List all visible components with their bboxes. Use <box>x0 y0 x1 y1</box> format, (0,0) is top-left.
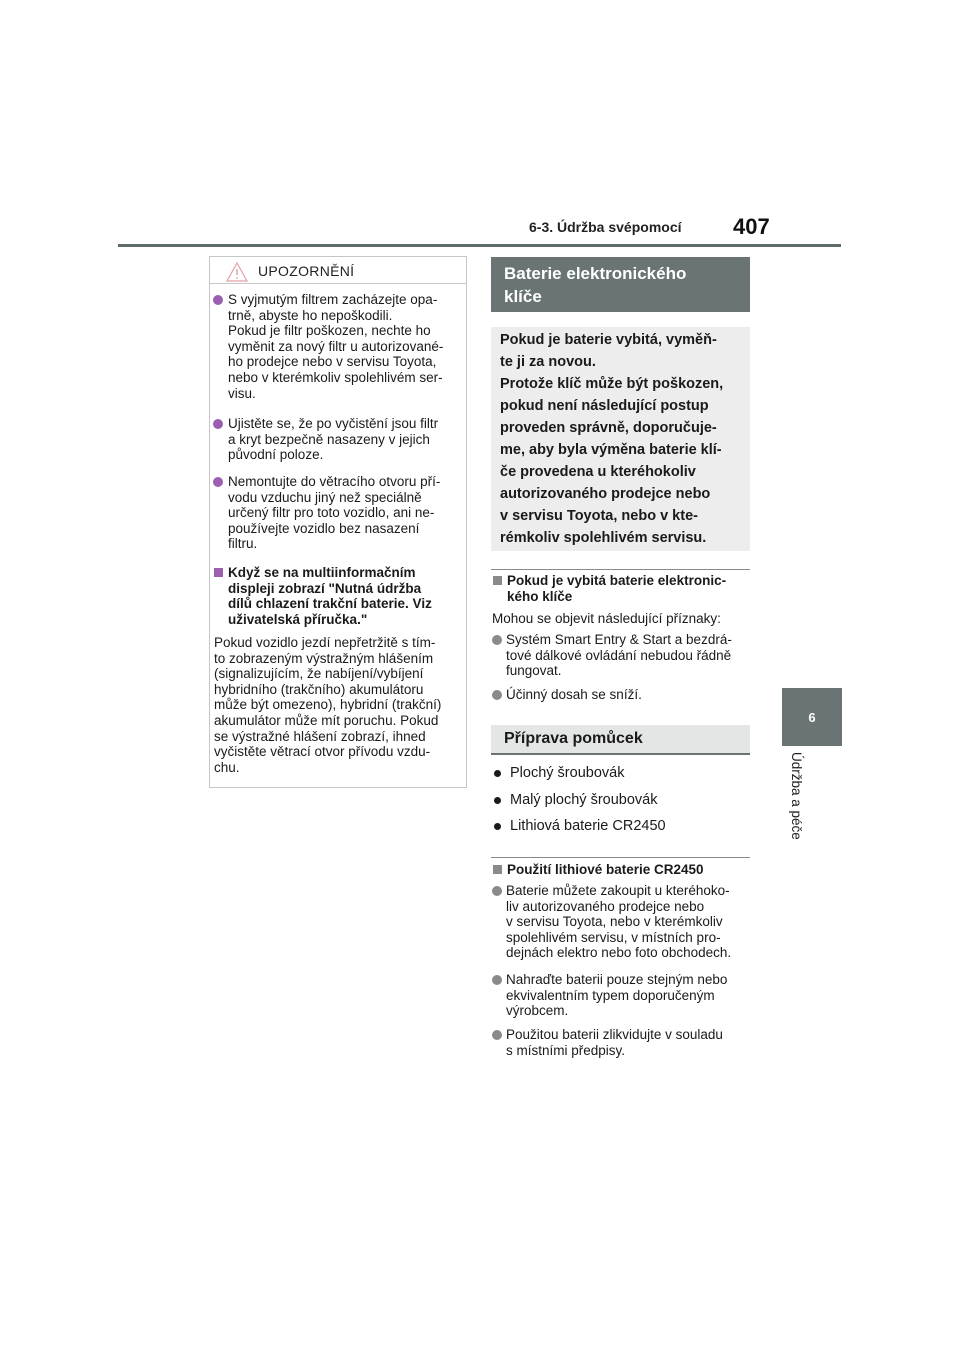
text-line: filtru. <box>228 536 258 552</box>
text-line: liv autorizovaného prodejce nebo <box>506 898 705 914</box>
warning-subheading <box>228 565 432 627</box>
bullet-icon <box>494 797 501 804</box>
text-line: Baterie elektronického <box>504 264 687 283</box>
text-line: me, aby byla výměna baterie klí- <box>500 442 722 458</box>
bullet-icon <box>492 1030 502 1040</box>
text-line: akumulátor může mít poruchu. Pokud <box>214 712 439 728</box>
section-title: 6-3. Údržba svépomocí <box>529 219 682 235</box>
page-number: 407 <box>733 214 770 239</box>
text-line: te ji za novou. <box>500 354 596 370</box>
bullet-icon <box>494 770 501 777</box>
chapter-label: Údržba a péče <box>789 752 804 840</box>
text-line: vodu vzduchu jiný než speciálně <box>228 489 422 505</box>
lithium-item-2 <box>506 972 727 1019</box>
subheading-square-icon <box>214 568 223 577</box>
subsection-rule <box>491 857 750 858</box>
text-line: Protože klíč může být poškozen, <box>500 376 724 392</box>
warning-item-2 <box>228 416 438 463</box>
subheading-square-icon <box>493 865 502 874</box>
bullet-icon <box>492 690 502 700</box>
text-line: autorizovaného prodejce nebo <box>500 486 711 502</box>
text-line: se výstražné hlášení zobrazí, ihned <box>214 728 426 744</box>
lithium-heading: Použití lithiové baterie CR2450 <box>507 862 704 877</box>
tool-item: Malý plochý šroubovák <box>510 792 658 808</box>
text-line: Nahraďte baterii pouze stejným nebo <box>506 972 728 987</box>
text-line: kého klíče <box>507 588 573 604</box>
text-line: a kryt bezpečně nasazeny v jejich <box>228 431 430 447</box>
text-line: může být omezeno), hybridní (trakční) <box>214 697 442 713</box>
text-line: proveden správně, doporučuje- <box>500 420 717 436</box>
text-line: Když se na multiinformačním <box>228 565 416 580</box>
chapter-number: 6 <box>808 709 816 725</box>
text-line: displeji zobrazí "Nutná údržba <box>228 580 422 596</box>
subsection-rule <box>491 569 750 570</box>
low-battery-lead: Mohou se objevit následující příznaky: <box>492 611 721 626</box>
lithium-item-1 <box>506 883 731 961</box>
text-line: Ujistěte se, že po vyčistění jsou filtr <box>228 416 439 431</box>
warning-title: UPOZORNĚNÍ <box>258 263 355 279</box>
tool-item: Plochý šroubovák <box>510 765 625 781</box>
text-line: rémkoliv spolehlivém servisu. <box>500 530 707 546</box>
text-line: určený filtr pro toto vozidlo, ani ne- <box>228 505 435 521</box>
chapter-label-wrap <box>786 752 806 862</box>
text-line: Pokud vozidlo jezdí nepřetržitě s tím- <box>214 635 436 650</box>
intro-text <box>500 329 746 549</box>
bullet-icon <box>492 635 502 645</box>
text-line: ho prodejce nebo v servisu Toyota, <box>228 354 437 370</box>
text-line: Pokud je filtr poškozen, nechte ho <box>228 323 431 339</box>
text-line: dejnách elektro nebo foto obchodech. <box>506 945 732 961</box>
low-battery-heading <box>507 573 726 604</box>
bullet-icon <box>492 886 502 896</box>
text-line: vyměnit za nový filtr u autorizované- <box>228 338 444 354</box>
text-line: Systém Smart Entry & Start a bezdrá- <box>506 632 732 647</box>
text-line: nebo v kterémkoliv spolehlivém ser- <box>228 369 443 385</box>
text-line: (signalizujícím, že nabíjení/vybíjení <box>214 666 424 682</box>
warning-paragraph <box>214 635 441 775</box>
text-line: původní poloze. <box>228 447 324 463</box>
text-line: fungovat. <box>506 663 562 679</box>
warning-item-1 <box>228 292 443 401</box>
text-line: s místními předpisy. <box>506 1042 626 1058</box>
text-line: dílů chlazení trakční baterie. Viz <box>228 596 432 612</box>
text-line: S vyjmutým filtrem zacházejte opa- <box>228 292 438 307</box>
warning-item-3 <box>228 474 440 552</box>
warning-triangle-icon <box>226 262 248 282</box>
text-line: spolehlivém servisu, v místních pro- <box>506 929 721 945</box>
text-line: Baterie můžete zakoupit u kteréhoko- <box>506 883 730 898</box>
bullet-icon <box>213 477 223 487</box>
text-line: Použitou baterii zlikvidujte v souladu <box>506 1027 723 1042</box>
text-line: uživatelská příručka." <box>228 611 368 627</box>
header-rule <box>118 244 841 247</box>
bullet-icon <box>213 419 223 429</box>
text-line: chu. <box>214 759 240 775</box>
chapter-tab <box>782 688 842 746</box>
tool-item: Lithiová baterie CR2450 <box>510 818 666 834</box>
tools-heading: Příprava pomůcek <box>504 730 643 747</box>
symptom-item-1 <box>506 632 732 679</box>
text-line: tové dálkové ovládání nebudou řádně <box>506 647 732 663</box>
bullet-icon <box>494 823 501 830</box>
text-line: vyčistěte větrací otvor přívodu vzdu- <box>214 744 431 760</box>
symptom-item-2 <box>506 687 642 703</box>
text-line: pokud není následující postup <box>500 398 709 414</box>
text-line: če provedena u kteréhokoliv <box>500 464 696 480</box>
subheading-square-icon <box>493 576 502 585</box>
text-line: Účinný dosah se sníží. <box>506 687 642 702</box>
section-heading <box>504 262 744 308</box>
text-line: v servisu Toyota, nebo v kte- <box>500 508 698 524</box>
text-line: trně, abyste ho nepoškodili. <box>228 307 393 323</box>
bullet-icon <box>492 975 502 985</box>
text-line: Nemontujte do větracího otvoru pří- <box>228 474 441 489</box>
text-line: Pokud je baterie vybitá, vyměň- <box>500 332 717 348</box>
text-line: ekvivalentním typem doporučeným <box>506 987 715 1003</box>
bullet-icon <box>213 295 223 305</box>
text-line: v servisu Toyota, nebo v kterémkoliv <box>506 914 723 930</box>
text-line: visu. <box>228 385 256 401</box>
lithium-item-3 <box>506 1027 723 1058</box>
text-line: používejte vozidlo bez nasazení <box>228 520 420 536</box>
text-line: hybridního (trakčního) akumulátoru <box>214 681 424 697</box>
text-line: výrobcem. <box>506 1003 569 1019</box>
text-line: klíče <box>504 287 542 306</box>
text-line: to zobrazeným výstražným hlášením <box>214 650 434 666</box>
text-line: Pokud je vybitá baterie elektronic- <box>507 573 727 588</box>
